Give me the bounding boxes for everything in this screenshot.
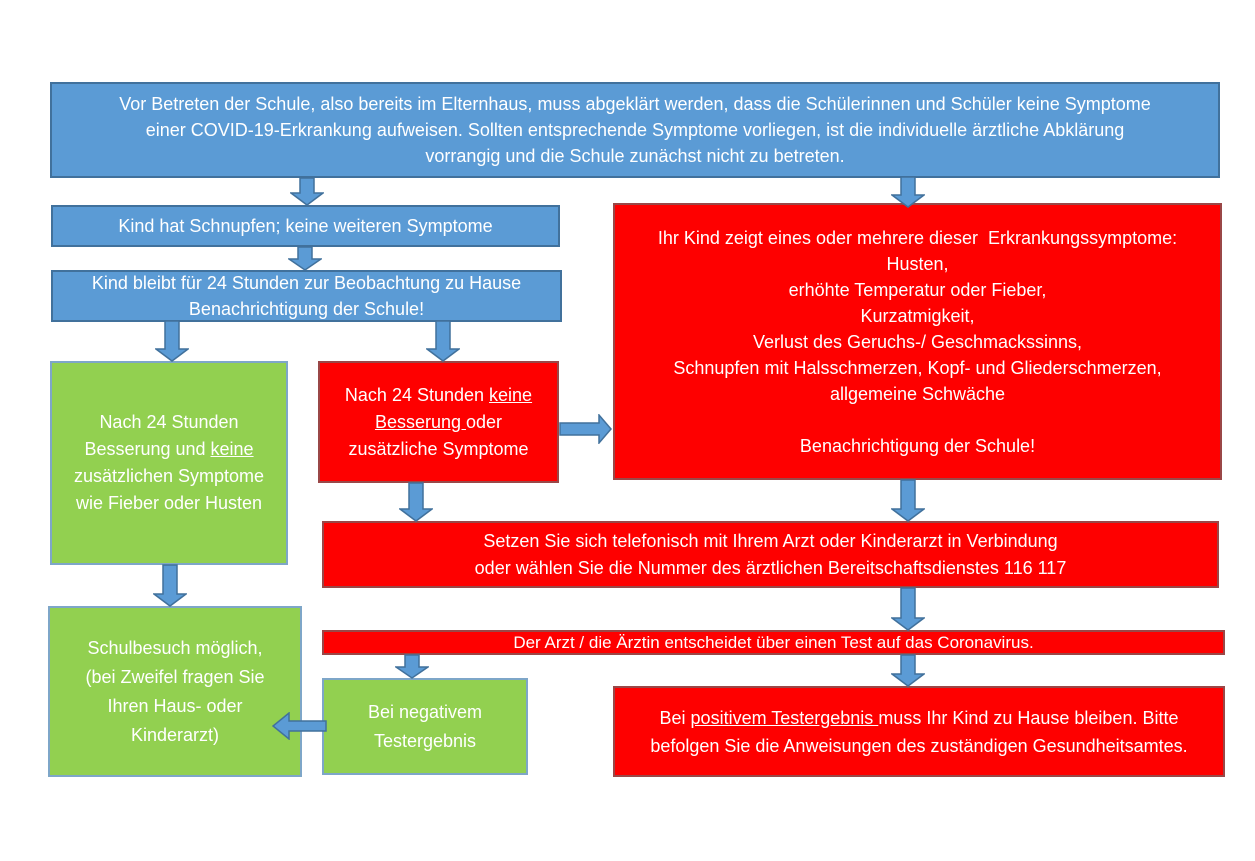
box-kind-schnupfen xyxy=(51,205,560,247)
arrow-down-icon xyxy=(891,479,925,522)
text-line: Schulbesuch möglich, xyxy=(87,637,263,658)
box-schulbesuch-moeglich xyxy=(48,606,302,777)
text-line: Schnupfen mit Halsschmerzen, Kopf- und Gliederschmerzen, xyxy=(673,357,1162,378)
text-line: einer COVID-19-Erkrankung aufweisen. Sollten entsprechende Symptome vorliegen, ist die individuelle ärztliche Abklärung xyxy=(145,120,1125,140)
text-line: befolgen Sie die Anweisungen des zuständigen Gesundheitsamtes. xyxy=(650,735,1188,756)
text-line: Der Arzt / die Ärztin entscheidet über einen Test auf das Coronavirus. xyxy=(513,633,1034,652)
text-line xyxy=(615,407,1220,433)
text-line: Nach 24 Stunden keine xyxy=(344,384,533,405)
box-24h-beobachtung xyxy=(51,270,562,322)
text-line: Kurzatmigkeit, xyxy=(860,305,975,326)
text-line: Bei positivem Testergebnis muss Ihr Kind zu Hause bleiben. Bitte xyxy=(659,707,1179,728)
box-erkrankungssymptome xyxy=(613,203,1222,480)
text-line: Benachrichtigung der Schule! xyxy=(799,435,1036,456)
text-line: Kinderarzt) xyxy=(130,724,220,745)
text-line: Setzen Sie sich telefonisch mit Ihrem Arzt oder Kinderarzt in Verbindung xyxy=(483,530,1058,551)
arrow-down-icon xyxy=(891,654,925,687)
arrow-down-icon xyxy=(153,564,187,607)
text-line: zusätzlichen Symptome xyxy=(73,466,265,486)
text-line: oder wählen Sie die Nummer des ärztlichen Bereitschaftsdienstes 116 117 xyxy=(474,557,1067,578)
arrow-right-icon xyxy=(559,414,612,444)
box-test-entscheidung xyxy=(322,630,1225,655)
box-negatives-testergebnis xyxy=(322,678,528,775)
box-besserung xyxy=(50,361,288,565)
text-line: Kind bleibt für 24 Stunden zur Beobachtung zu Hause xyxy=(91,273,522,293)
text-line: wie Fieber oder Husten xyxy=(75,493,263,513)
box-keine-besserung xyxy=(318,361,559,483)
text-line: Husten, xyxy=(886,253,949,274)
arrow-down-icon xyxy=(155,320,189,362)
arrow-left-icon xyxy=(272,712,327,740)
arrow-down-icon xyxy=(399,482,433,522)
text-line: Bei negativem xyxy=(367,701,483,722)
text-line: erhöhte Temperatur oder Fieber, xyxy=(788,279,1047,300)
text-line: Ihr Kind zeigt eines oder mehrere dieser Erkrankungssymptome: xyxy=(657,227,1178,248)
text-line: zusätzliche Symptome xyxy=(348,438,529,459)
box-intro xyxy=(50,82,1220,178)
text-line: Testergebnis xyxy=(373,730,477,751)
box-positives-testergebnis xyxy=(613,686,1225,777)
text-line: allgemeine Schwäche xyxy=(829,383,1006,404)
text-line: Vor Betreten der Schule, also bereits im Elternhaus, muss abgeklärt werden, dass die Schülerinnen und Schüler keine Symptome xyxy=(119,94,1151,114)
text-line: vorrangig und die Schule zunächst nicht zu betreten. xyxy=(425,146,845,166)
text-line: Besserung und keine xyxy=(84,439,254,459)
text-line: (bei Zweifel fragen Sie xyxy=(85,666,265,687)
box-arzt-kontakt xyxy=(322,521,1219,588)
text-line: Benachrichtigung der Schule! xyxy=(188,299,425,319)
arrow-down-icon xyxy=(290,177,324,206)
arrow-down-icon xyxy=(288,246,322,271)
text-line: Ihren Haus- oder xyxy=(107,695,243,716)
text-line: Verlust des Geruchs-/ Geschmackssinns, xyxy=(752,331,1083,352)
arrow-down-icon xyxy=(891,176,925,208)
arrow-down-icon xyxy=(426,320,460,362)
arrow-down-icon xyxy=(395,654,429,679)
text-line: Besserung oder xyxy=(374,411,503,432)
arrow-down-icon xyxy=(891,587,925,631)
text-line: Nach 24 Stunden xyxy=(99,412,239,432)
text-line: Kind hat Schnupfen; keine weiteren Symptome xyxy=(118,216,493,236)
